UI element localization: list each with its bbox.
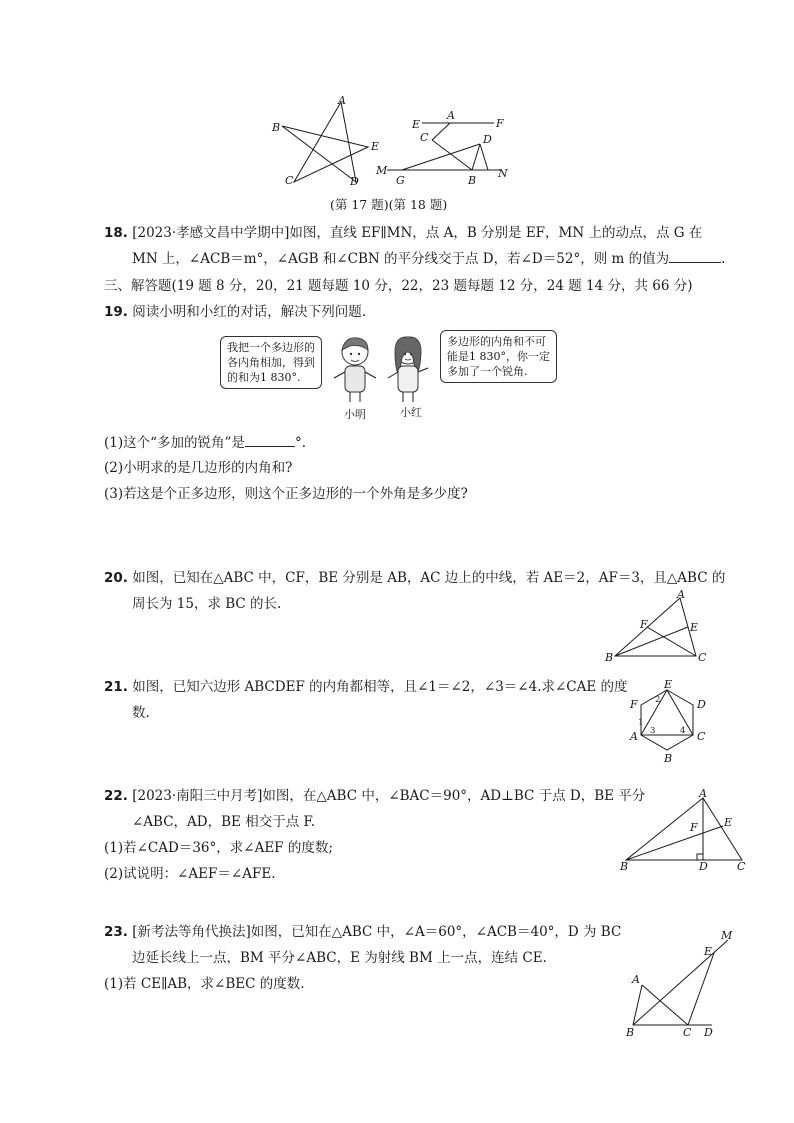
figure-17-star	[268, 92, 388, 192]
label-D: D	[697, 698, 706, 711]
star-outline	[282, 102, 368, 182]
section-3-heading: 三、解答题(19 题 8 分，20，21 题每题 10 分，22，23 题每题 12 分，24 题 14 分，共 66 分)	[104, 278, 693, 294]
name-xiaoming: 小明	[344, 408, 366, 421]
label-E: E	[412, 118, 421, 131]
q18-number: 18.	[104, 225, 128, 241]
children-illustration	[320, 334, 440, 404]
q21-text1: 如图，已知六边形 ABCDEF 的内角都相等，且∠1＝∠2，∠3＝∠4.求∠CAE 的度	[132, 679, 628, 695]
triangle-ABC	[615, 598, 699, 656]
bubble-hong-line2: 能是1 830°，你一定	[447, 350, 550, 363]
label-F: F	[690, 821, 698, 834]
hexagon-ABCDEF	[641, 690, 693, 750]
segment-AB	[633, 985, 642, 1025]
q18-line2	[132, 248, 725, 269]
label-C: C	[698, 651, 707, 664]
figure-18-parallel	[372, 106, 522, 186]
q23-text1: [新考法等角代换法]如图，已知在△ABC 中，∠A＝60°，∠ACB＝40°，D 为 BC	[132, 924, 622, 940]
figure-22-triangle	[612, 788, 752, 878]
q18-tail: .	[721, 251, 726, 267]
bubble-ming-line3: 的和为1 830°.	[227, 371, 301, 384]
label-A: A	[338, 94, 346, 107]
label-M: M	[376, 164, 388, 177]
label-N: N	[498, 167, 508, 180]
triangle-ABC	[626, 798, 742, 860]
xiaoming-figure	[334, 338, 376, 402]
label-A: A	[447, 109, 455, 122]
label-D: D	[350, 175, 359, 188]
name-xiaohong: 小红	[400, 406, 422, 419]
ray-BM	[633, 940, 728, 1025]
q22-text1: [2023·南阳三中月考]如图，在△ABC 中，∠BAC＝90°，AD⊥BC 于点 D，BE 平分	[132, 788, 646, 804]
label-E: E	[690, 621, 699, 634]
segment-BD	[472, 144, 480, 170]
label-D: D	[699, 860, 708, 873]
label-A: A	[699, 788, 707, 800]
figure-20-triangle	[600, 588, 715, 666]
label-C: C	[420, 131, 429, 144]
q19-p1-unit: °.	[294, 435, 306, 451]
label-E: E	[664, 680, 673, 691]
q20-number: 20.	[104, 570, 128, 586]
label-G: G	[396, 174, 405, 186]
q22-number: 22.	[104, 788, 128, 804]
median-CF	[647, 627, 696, 656]
q21-number: 21.	[104, 679, 128, 695]
segment-CB	[432, 140, 472, 170]
label-E: E	[724, 816, 733, 829]
q20-text1: 如图，已知在△ABC 中，CF，BE 分别是 AB，AC 边上的中线，若 AE＝2，AF＝3，且△ABC 的	[132, 570, 726, 586]
label-M: M	[721, 929, 733, 942]
segment-AC	[432, 123, 450, 140]
q22-part1: (1)若∠CAD＝36°，求∠AEF 的度数;	[104, 840, 333, 856]
label-A: A	[677, 588, 685, 601]
segment-GD	[402, 144, 480, 170]
median-BE	[615, 627, 688, 656]
label-D: D	[704, 1026, 713, 1039]
figure-caption: (第 17 题)(第 18 题)	[330, 197, 448, 212]
label-B: B	[620, 860, 629, 873]
q22-line1	[104, 786, 645, 806]
q22-line2: ∠ABC，AD，BE 相交于点 F.	[132, 814, 316, 830]
q19-part2: (2)小明求的是几边形的内角和?	[104, 460, 293, 476]
segment-DN	[480, 144, 488, 170]
label-F: F	[630, 698, 638, 711]
label-B: B	[468, 174, 477, 186]
bubble-xiaoming	[220, 336, 322, 389]
q21-line2: 数.	[132, 705, 150, 721]
angle-4: 4	[680, 726, 686, 736]
q23-line1	[104, 922, 621, 942]
q23-number: 23.	[104, 924, 128, 940]
q19-part3: (3)若这是个正多边形，则这个正多边形的一个外角是多少度?	[104, 486, 468, 502]
label-A: A	[632, 973, 640, 986]
q23-part1: (1)若 CE∥AB，求∠BEC 的度数.	[104, 976, 305, 992]
q23-line2: 边延长线上一点，BM 平分∠ABC，E 为射线 BM 上一点，连结 CE.	[132, 950, 547, 966]
q22-part2: (2)试说明：∠AEF＝∠AFE.	[104, 866, 276, 882]
label-B: B	[272, 121, 281, 134]
q19-answer-blank[interactable]	[245, 432, 295, 447]
figure-21-hexagon	[622, 680, 714, 772]
label-C: C	[737, 860, 746, 873]
q18-answer-blank[interactable]	[669, 248, 721, 263]
bubble-xiaohong	[440, 330, 557, 383]
angle-1: 1	[638, 718, 644, 728]
q19-text: 阅读小明和小红的对话，解决下列问题.	[132, 304, 367, 320]
q18-text1: [2023·孝感文昌中学期中]如图，直线 EF∥MN，点 A，B 分别是 EF，MN 上的动点，点 G 在	[132, 225, 703, 241]
label-B: B	[626, 1026, 635, 1039]
label-A: A	[630, 730, 638, 743]
q20-line1	[104, 568, 725, 588]
bubble-hong-line3: 多加了一个锐角.	[447, 365, 528, 378]
bubble-ming-line1: 我把一个多边形的	[227, 341, 315, 354]
q19-number: 19.	[104, 304, 128, 320]
q19-part1	[104, 432, 306, 453]
label-C: C	[697, 730, 706, 743]
angle-3: 3	[650, 726, 656, 736]
label-F: F	[496, 117, 504, 130]
bubble-ming-line2: 各内角相加，得到	[227, 356, 315, 369]
label-E: E	[704, 945, 713, 958]
q20-line2: 周长为 15，求 BC 的长.	[132, 596, 282, 612]
label-E: E	[371, 140, 380, 153]
q18-text2: MN 上，∠ACB＝m°，∠AGB 和∠CBN 的平分线交于点 D，若∠D＝52°，则 m 的值为	[132, 251, 670, 267]
label-D: D	[483, 133, 492, 146]
q18-line1	[104, 223, 702, 243]
figure-23	[620, 925, 745, 1040]
angle-2: 2	[655, 695, 661, 705]
bisector-BE	[626, 826, 723, 860]
q19-p1-text: (1)这个“多加的锐角”是	[104, 435, 245, 451]
label-C: C	[683, 1026, 692, 1039]
segment-AC	[642, 985, 688, 1025]
q19-line	[104, 302, 366, 322]
label-B: B	[664, 752, 673, 765]
label-B: B	[605, 651, 614, 664]
label-F: F	[640, 618, 648, 631]
bubble-hong-line1: 多边形的内角和不可	[447, 335, 546, 348]
label-C: C	[285, 174, 294, 187]
xiaohong-figure	[388, 337, 428, 402]
q21-line1	[104, 677, 628, 697]
